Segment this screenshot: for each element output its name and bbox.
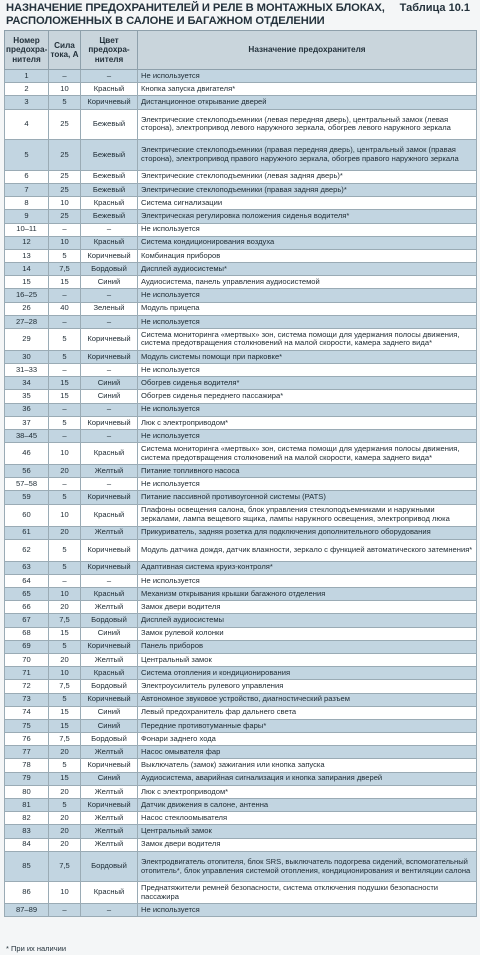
fuse-purpose: Дисплей аудиосистемы [138, 614, 477, 627]
fuse-number: 34 [5, 377, 49, 390]
fuse-current: 15 [49, 772, 81, 785]
fuse-purpose: Обогрев сиденья переднего пассажира* [138, 390, 477, 403]
fuse-color: Желтый [81, 785, 138, 798]
table-row [5, 289, 477, 302]
table-row [5, 96, 477, 109]
fuse-color: – [81, 574, 138, 587]
fuse-current: 10 [49, 83, 81, 96]
fuse-current: 20 [49, 601, 81, 614]
table-number: Таблица 10.1 [399, 2, 470, 14]
fuse-purpose: Люк с электроприводом* [138, 416, 477, 429]
fuse-purpose: Система мониторинга «мертвых» зон, система помощи для удержания полосы движения, система предотвращения столкновений на малой скорости, камера заднего вида* [138, 443, 477, 465]
table-row [5, 329, 477, 351]
table-row [5, 526, 477, 539]
fuse-color: Синий [81, 377, 138, 390]
fuse-color: Желтый [81, 825, 138, 838]
fuse-color: Бордовый [81, 263, 138, 276]
fuse-number: 79 [5, 772, 49, 785]
table-row [5, 588, 477, 601]
fuse-number: 7 [5, 183, 49, 196]
table-row [5, 170, 477, 183]
fuse-purpose: Не используется [138, 478, 477, 491]
fuse-current: – [49, 403, 81, 416]
table-row [5, 478, 477, 491]
fuse-current: 20 [49, 653, 81, 666]
fuse-color: Коричневый [81, 759, 138, 772]
table-row [5, 904, 477, 917]
fuse-number: 61 [5, 526, 49, 539]
table-row [5, 416, 477, 429]
fuse-color: Коричневый [81, 329, 138, 351]
table-row [5, 183, 477, 196]
table-row [5, 838, 477, 851]
fuse-purpose: Аудиосистема, аварийная сигнализация и кнопка запирания дверей [138, 772, 477, 785]
fuse-color: Красный [81, 83, 138, 96]
table-body [5, 70, 477, 917]
table-row [5, 210, 477, 223]
fuse-number: 63 [5, 561, 49, 574]
table-heading [6, 2, 474, 28]
fuse-purpose: Насос омывателя фар [138, 746, 477, 759]
fuse-purpose: Аудиосистема, панель управления аудиосистемой [138, 276, 477, 289]
fuse-color: Бежевый [81, 183, 138, 196]
fuse-number: 57–58 [5, 478, 49, 491]
fuse-current: 20 [49, 812, 81, 825]
fuse-color: Коричневый [81, 799, 138, 812]
fuse-purpose: Датчик движения в салоне, антенна [138, 799, 477, 812]
fuse-color: Коричневый [81, 693, 138, 706]
fuse-current: 5 [49, 693, 81, 706]
fuse-color: Синий [81, 390, 138, 403]
fuse-purpose: Замок двери водителя [138, 838, 477, 851]
table-row [5, 640, 477, 653]
fuse-number: 60 [5, 504, 49, 526]
fuse-purpose: Не используется [138, 223, 477, 236]
fuse-current: – [49, 478, 81, 491]
table-row [5, 504, 477, 526]
fuse-purpose: Дистанционное открывание дверей [138, 96, 477, 109]
table-row [5, 364, 477, 377]
table-row [5, 390, 477, 403]
table-row [5, 403, 477, 416]
table-row [5, 614, 477, 627]
fuse-number: 15 [5, 276, 49, 289]
table-row [5, 851, 477, 882]
fuse-number: 72 [5, 680, 49, 693]
fuse-purpose: Замок двери водителя [138, 601, 477, 614]
fuse-purpose: Электроусилитель рулевого управления [138, 680, 477, 693]
fuse-purpose: Электрические стеклоподъемники (левая передняя дверь), центральный замок (левая сторона), электропривод левого наружного зеркала, обогрев левого наружного зеркала [138, 109, 477, 140]
fuse-current: 15 [49, 377, 81, 390]
table-row [5, 539, 477, 561]
fuse-purpose: Панель приборов [138, 640, 477, 653]
table-row [5, 746, 477, 759]
fuse-purpose: Не используется [138, 574, 477, 587]
fuse-number: 85 [5, 851, 49, 882]
fuse-current: – [49, 574, 81, 587]
fuse-number: 69 [5, 640, 49, 653]
fuse-number: 84 [5, 838, 49, 851]
fuse-current: 7,5 [49, 263, 81, 276]
fuse-current: – [49, 904, 81, 917]
fuse-color: – [81, 478, 138, 491]
fuse-current: 20 [49, 825, 81, 838]
fuse-color: – [81, 70, 138, 83]
fuse-current: 5 [49, 491, 81, 504]
table-row [5, 197, 477, 210]
fuse-current: 10 [49, 504, 81, 526]
fuse-number: 78 [5, 759, 49, 772]
fuse-purpose: Не используется [138, 70, 477, 83]
fuse-number: 87–89 [5, 904, 49, 917]
fuse-number: 27–28 [5, 315, 49, 328]
fuse-purpose: Механизм открывания крышки багажного отделения [138, 588, 477, 601]
fuse-color: Красный [81, 443, 138, 465]
table-row [5, 680, 477, 693]
footnote: * При их наличии [6, 944, 67, 953]
fuse-purpose: Центральный замок [138, 825, 477, 838]
fuse-color: Коричневый [81, 640, 138, 653]
fuse-purpose: Насос стеклоомывателя [138, 812, 477, 825]
fuse-color: Коричневый [81, 539, 138, 561]
fuse-number: 31–33 [5, 364, 49, 377]
fuse-purpose: Плафоны освещения салона, блок управления стеклоподъемниками и наружными зеркалами, лампа вещевого ящика, лампы наружного освещения, электропривод люка [138, 504, 477, 526]
fuse-number: 12 [5, 236, 49, 249]
fuse-current: 5 [49, 799, 81, 812]
fuse-number: 38–45 [5, 430, 49, 443]
fuse-number: 6 [5, 170, 49, 183]
fuse-color: – [81, 289, 138, 302]
fuse-color: Красный [81, 197, 138, 210]
fuse-color: Синий [81, 627, 138, 640]
fuse-current: 5 [49, 96, 81, 109]
fuse-color: Желтый [81, 601, 138, 614]
table-row [5, 223, 477, 236]
table-row [5, 465, 477, 478]
fuse-number: 16–25 [5, 289, 49, 302]
table-row [5, 70, 477, 83]
fuse-current: 5 [49, 350, 81, 363]
fuse-purpose: Электрические стеклоподъемники (правая задняя дверь)* [138, 183, 477, 196]
fuse-current: 5 [49, 640, 81, 653]
fuse-purpose: Обогрев сиденья водителя* [138, 377, 477, 390]
fuse-color: Желтый [81, 838, 138, 851]
table-row [5, 491, 477, 504]
fuse-purpose: Система кондиционирования воздуха [138, 236, 477, 249]
table-row [5, 350, 477, 363]
table-row [5, 785, 477, 798]
fuse-number: 65 [5, 588, 49, 601]
fuse-purpose: Левый предохранитель фар дальнего света [138, 706, 477, 719]
fuse-current: 15 [49, 390, 81, 403]
fuse-color: Бордовый [81, 733, 138, 746]
fuse-current: 25 [49, 170, 81, 183]
table-row [5, 109, 477, 140]
fuse-color: Синий [81, 719, 138, 732]
fuse-current: 20 [49, 526, 81, 539]
fuse-number: 1 [5, 70, 49, 83]
fuse-purpose: Электродвигатель отопителя, блок SRS, выключатель подогрева сидений, вспомогательный отопитель*, блок управления системой отопления, кондиционирования и вентиляции салона [138, 851, 477, 882]
fuse-current: 10 [49, 236, 81, 249]
table-row [5, 693, 477, 706]
header-color: Цвет предохра-нителя [81, 31, 138, 70]
fuse-number: 83 [5, 825, 49, 838]
fuse-current: 5 [49, 539, 81, 561]
fuse-number: 56 [5, 465, 49, 478]
fuse-number: 81 [5, 799, 49, 812]
fuse-number: 73 [5, 693, 49, 706]
fuse-purpose: Комбинация приборов [138, 249, 477, 262]
fuse-current: 10 [49, 588, 81, 601]
fuse-number: 30 [5, 350, 49, 363]
table-row [5, 140, 477, 171]
fuse-current: 5 [49, 759, 81, 772]
fuse-purpose: Питание пассивной противоугонной системы (PATS) [138, 491, 477, 504]
table-header [5, 31, 477, 70]
fuse-purpose: Люк с электроприводом* [138, 785, 477, 798]
table-row [5, 799, 477, 812]
fuse-number: 77 [5, 746, 49, 759]
table-row [5, 276, 477, 289]
fuse-table [4, 30, 477, 917]
fuse-current: 15 [49, 706, 81, 719]
fuse-current: – [49, 315, 81, 328]
table-row [5, 302, 477, 315]
fuse-number: 62 [5, 539, 49, 561]
table-row [5, 574, 477, 587]
fuse-number: 37 [5, 416, 49, 429]
fuse-color: – [81, 223, 138, 236]
fuse-number: 26 [5, 302, 49, 315]
fuse-purpose: Фонари заднего хода [138, 733, 477, 746]
fuse-purpose: Модуль датчика дождя, датчик влажности, зеркало с функцией автоматического затемнения* [138, 539, 477, 561]
fuse-purpose: Центральный замок [138, 653, 477, 666]
fuse-color: Синий [81, 772, 138, 785]
fuse-current: 25 [49, 140, 81, 171]
fuse-number: 35 [5, 390, 49, 403]
fuse-current: – [49, 430, 81, 443]
header-purpose: Назначение предохранителя [138, 31, 477, 70]
fuse-current: – [49, 223, 81, 236]
fuse-purpose: Питание топливного насоса [138, 465, 477, 478]
fuse-color: Красный [81, 588, 138, 601]
header-current: Сила тока, А [49, 31, 81, 70]
fuse-number: 10–11 [5, 223, 49, 236]
fuse-number: 64 [5, 574, 49, 587]
fuse-purpose: Модуль прицепа [138, 302, 477, 315]
fuse-current: 10 [49, 882, 81, 904]
fuse-number: 75 [5, 719, 49, 732]
fuse-current: 7,5 [49, 851, 81, 882]
table-row [5, 653, 477, 666]
header-row [5, 31, 477, 70]
fuse-color: – [81, 315, 138, 328]
table-row [5, 263, 477, 276]
fuse-current: 25 [49, 210, 81, 223]
fuse-current: 10 [49, 197, 81, 210]
fuse-purpose: Прикуриватель, задняя розетка для подключения дополнительного оборудования [138, 526, 477, 539]
table-title: НАЗНАЧЕНИЕ ПРЕДОХРАНИТЕЛЕЙ И РЕЛЕ В МОНТАЖНЫХ БЛОКАХ, РАСПОЛОЖЕННЫХ В САЛОНЕ И БАГАЖНОМ ОТДЕЛЕНИИ [6, 2, 385, 27]
fuse-color: Бордовый [81, 680, 138, 693]
table-row [5, 825, 477, 838]
fuse-current: 20 [49, 785, 81, 798]
fuse-color: Бежевый [81, 210, 138, 223]
fuse-number: 36 [5, 403, 49, 416]
table-row [5, 667, 477, 680]
fuse-current: 5 [49, 329, 81, 351]
fuse-current: 20 [49, 838, 81, 851]
fuse-color: Бежевый [81, 109, 138, 140]
fuse-number: 67 [5, 614, 49, 627]
fuse-purpose: Автономное звуковое устройство, диагностический разъем [138, 693, 477, 706]
table-row [5, 627, 477, 640]
fuse-color: Желтый [81, 465, 138, 478]
fuse-color: – [81, 403, 138, 416]
fuse-color: – [81, 904, 138, 917]
fuse-color: Бежевый [81, 140, 138, 171]
table-row [5, 377, 477, 390]
fuse-purpose: Не используется [138, 403, 477, 416]
fuse-number: 13 [5, 249, 49, 262]
fuse-purpose: Система отопления и кондиционирования [138, 667, 477, 680]
fuse-color: Коричневый [81, 350, 138, 363]
fuse-number: 14 [5, 263, 49, 276]
fuse-purpose: Замок рулевой колонки [138, 627, 477, 640]
fuse-current: 25 [49, 183, 81, 196]
fuse-purpose: Электрические стеклоподъемники (правая передняя дверь), центральный замок (правая сторона), электропривод правого наружного зеркала, обогрев правого наружного зеркала [138, 140, 477, 171]
fuse-current: 5 [49, 416, 81, 429]
fuse-color: Синий [81, 276, 138, 289]
fuse-color: Красный [81, 504, 138, 526]
table-row [5, 561, 477, 574]
fuse-number: 70 [5, 653, 49, 666]
fuse-color: Синий [81, 706, 138, 719]
fuse-number: 66 [5, 601, 49, 614]
fuse-current: 7,5 [49, 614, 81, 627]
fuse-color: Бежевый [81, 170, 138, 183]
table-row [5, 601, 477, 614]
fuse-purpose: Не используется [138, 430, 477, 443]
fuse-color: Бордовый [81, 851, 138, 882]
fuse-purpose: Не используется [138, 904, 477, 917]
fuse-number: 80 [5, 785, 49, 798]
fuse-number: 76 [5, 733, 49, 746]
fuse-current: 25 [49, 109, 81, 140]
fuse-current: 10 [49, 443, 81, 465]
fuse-number: 46 [5, 443, 49, 465]
fuse-current: 5 [49, 561, 81, 574]
fuse-current: 5 [49, 249, 81, 262]
fuse-color: Бордовый [81, 614, 138, 627]
fuse-purpose: Передние противотуманные фары* [138, 719, 477, 732]
fuse-purpose: Электрические стеклоподъемники (левая задняя дверь)* [138, 170, 477, 183]
table-row [5, 706, 477, 719]
fuse-current: 15 [49, 627, 81, 640]
fuse-current: 10 [49, 667, 81, 680]
fuse-purpose: Система мониторинга «мертвых» зон, система помощи для удержания полосы движения, система предотвращения столкновений на малой скорости, камера заднего вида* [138, 329, 477, 351]
fuse-purpose: Модуль системы помощи при парковке* [138, 350, 477, 363]
fuse-color: Коричневый [81, 561, 138, 574]
fuse-number: 59 [5, 491, 49, 504]
fuse-number: 68 [5, 627, 49, 640]
table-row [5, 882, 477, 904]
fuse-number: 82 [5, 812, 49, 825]
fuse-color: – [81, 364, 138, 377]
fuse-purpose: Адаптивная система круиз-контроля* [138, 561, 477, 574]
table-row [5, 733, 477, 746]
fuse-purpose: Не используется [138, 289, 477, 302]
fuse-purpose: Дисплей аудиосистемы* [138, 263, 477, 276]
fuse-color: Желтый [81, 746, 138, 759]
fuse-number: 29 [5, 329, 49, 351]
fuse-purpose: Кнопка запуска двигателя* [138, 83, 477, 96]
table-row [5, 443, 477, 465]
fuse-color: Красный [81, 882, 138, 904]
fuse-color: Желтый [81, 526, 138, 539]
table-row [5, 249, 477, 262]
fuse-color: – [81, 430, 138, 443]
fuse-number: 74 [5, 706, 49, 719]
fuse-color: Желтый [81, 812, 138, 825]
fuse-number: 3 [5, 96, 49, 109]
fuse-purpose: Не используется [138, 364, 477, 377]
fuse-current: 20 [49, 746, 81, 759]
header-number: Номер предохра-нителя [5, 31, 49, 70]
fuse-color: Коричневый [81, 96, 138, 109]
fuse-color: Коричневый [81, 491, 138, 504]
table-row [5, 236, 477, 249]
fuse-current: 20 [49, 465, 81, 478]
fuse-purpose: Не используется [138, 315, 477, 328]
fuse-color: Красный [81, 667, 138, 680]
fuse-current: 7,5 [49, 680, 81, 693]
fuse-number: 71 [5, 667, 49, 680]
fuse-number: 2 [5, 83, 49, 96]
fuse-color: Красный [81, 236, 138, 249]
fuse-number: 4 [5, 109, 49, 140]
table-row [5, 772, 477, 785]
fuse-purpose: Преднатяжители ремней безопасности, система отключения подушки безопасности пассажира [138, 882, 477, 904]
table-row [5, 759, 477, 772]
fuse-number: 5 [5, 140, 49, 171]
table-row [5, 83, 477, 96]
table-row [5, 812, 477, 825]
fuse-number: 9 [5, 210, 49, 223]
table-row [5, 315, 477, 328]
fuse-color: Зеленый [81, 302, 138, 315]
fuse-number: 8 [5, 197, 49, 210]
fuse-current: 15 [49, 719, 81, 732]
table-row [5, 430, 477, 443]
fuse-current: 7,5 [49, 733, 81, 746]
fuse-current: 15 [49, 276, 81, 289]
fuse-purpose: Электрическая регулировка положения сиденья водителя* [138, 210, 477, 223]
fuse-current: – [49, 289, 81, 302]
fuse-color: Коричневый [81, 416, 138, 429]
fuse-current: – [49, 70, 81, 83]
table-row [5, 719, 477, 732]
fuse-color: Коричневый [81, 249, 138, 262]
fuse-current: 40 [49, 302, 81, 315]
fuse-color: Желтый [81, 653, 138, 666]
fuse-purpose: Выключатель (замок) зажигания или кнопка запуска [138, 759, 477, 772]
fuse-number: 86 [5, 882, 49, 904]
fuse-purpose: Система сигнализации [138, 197, 477, 210]
fuse-current: – [49, 364, 81, 377]
